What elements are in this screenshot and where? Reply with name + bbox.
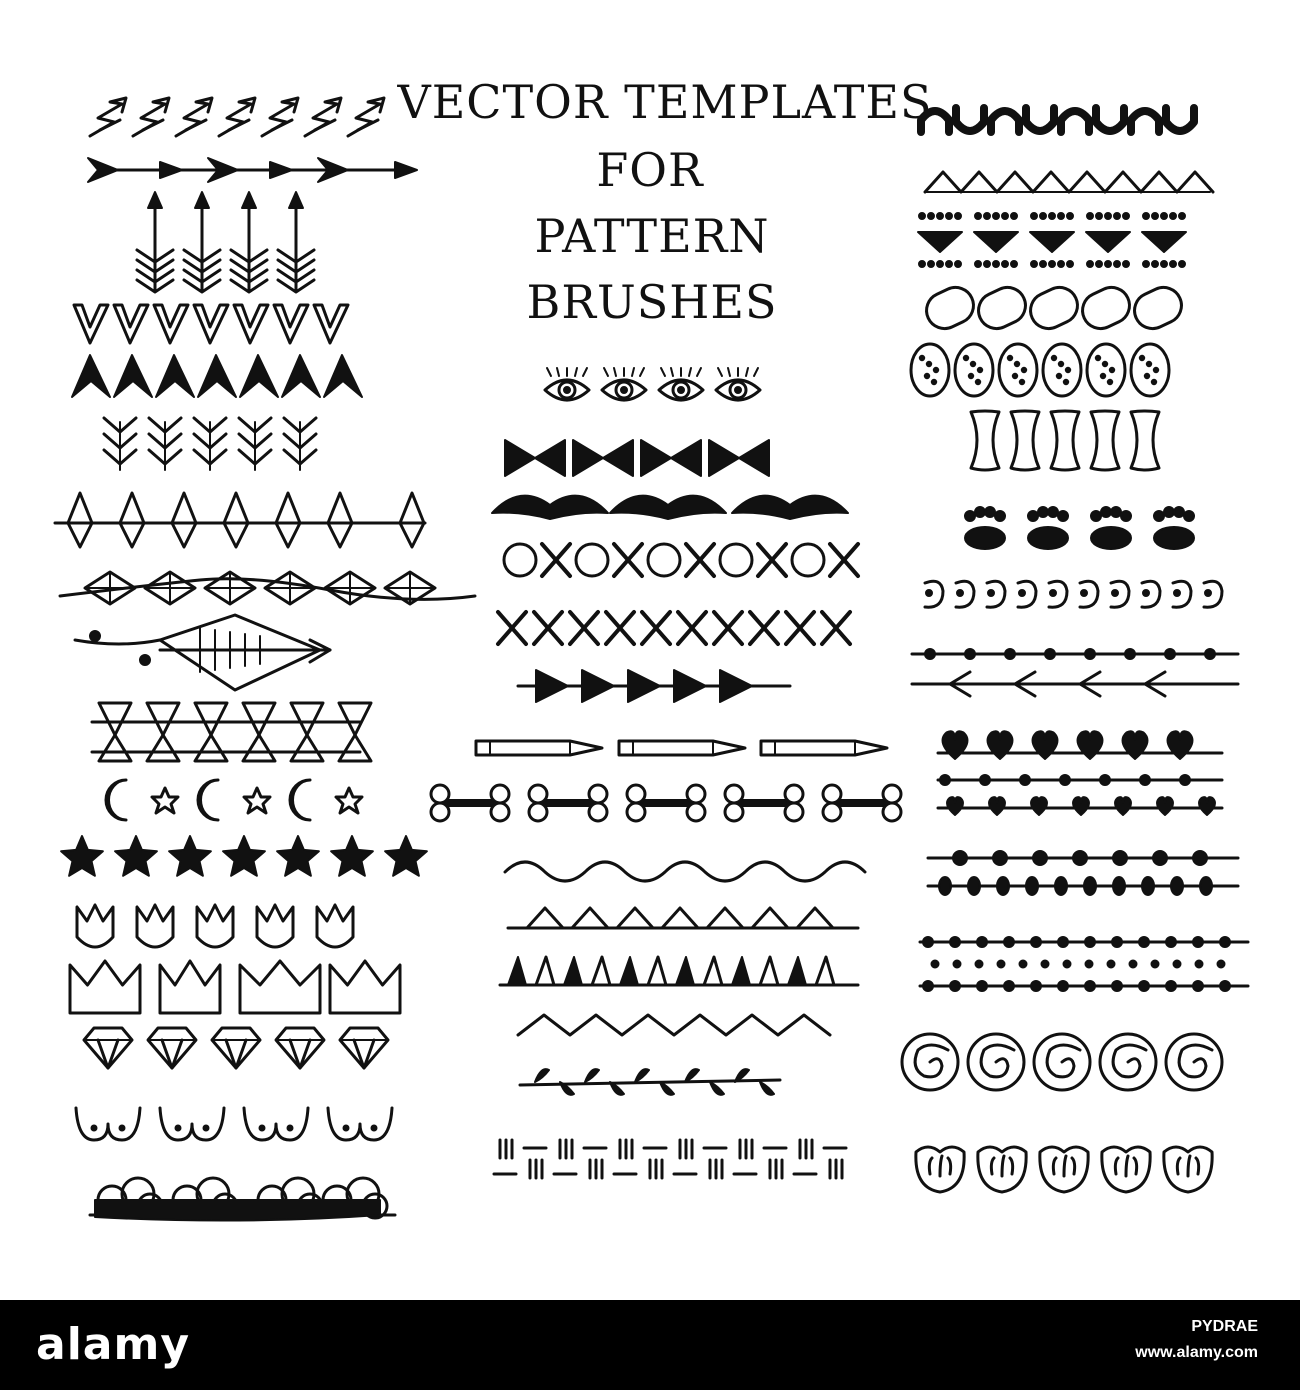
zigzag-row (925, 172, 1213, 192)
stock-id: PYDRAE (1191, 1318, 1258, 1335)
leafy-branch (520, 1069, 780, 1095)
dotted-triangles-row (918, 213, 1186, 267)
speckled-eggs-row (911, 344, 1169, 396)
feather-chevrons-row (104, 418, 316, 470)
pills-row (921, 282, 1188, 335)
eyes-row (545, 368, 760, 400)
zigzag-line (518, 1015, 830, 1035)
beads-on-lines-row (928, 851, 1238, 895)
bows-on-lines-row (92, 703, 371, 761)
gems-row (84, 1028, 388, 1068)
dots-on-line-row (912, 649, 1238, 659)
vertical-arrows-row (137, 192, 314, 292)
solid-stars-row (61, 836, 427, 876)
tulips-row (77, 905, 353, 947)
motif-rows (55, 98, 1248, 1221)
solid-chevrons-row (72, 355, 362, 397)
lightning-arrows-row (90, 98, 384, 136)
spiral-snails-row (902, 1034, 1222, 1090)
hearts-on-lines-row (938, 731, 1222, 815)
paw-prints-row (965, 507, 1194, 549)
petal-flowers-row (916, 1147, 1212, 1192)
hourglass-hearts-row (971, 411, 1159, 470)
sawtooth-row (500, 957, 858, 985)
title-line-3: PATTERN (534, 209, 770, 263)
triangle-hills-row (508, 908, 858, 928)
mustaches-row (492, 496, 848, 519)
tribal-arrow (75, 615, 330, 690)
pencils-row (476, 741, 887, 755)
site-url: www.alamy.com (1135, 1344, 1258, 1361)
moons-and-stars-row (106, 780, 362, 820)
outline-chevrons-row (74, 305, 348, 343)
oxo-row (504, 544, 858, 576)
bones-row (431, 785, 901, 821)
breasts-row (76, 1108, 392, 1140)
bow-ties-row (505, 440, 769, 476)
footer-bar (0, 1300, 1300, 1390)
crowns-row (70, 961, 400, 1013)
wave-line (505, 862, 865, 881)
arrowheads-on-line-row (912, 672, 1238, 696)
tally-marks-row (494, 1140, 846, 1178)
diamonds-on-line-row (55, 493, 425, 547)
triangle-arrows-row (518, 670, 790, 702)
title-line-1: VECTOR TEMPLATES (397, 75, 933, 129)
dotted-lines-row (920, 937, 1248, 991)
horizontal-arrows-row (88, 158, 417, 182)
title-line-4: BRUSHES (526, 275, 778, 329)
alamy-logo: alamy (36, 1319, 190, 1370)
kites-on-wavy-line-row (60, 572, 475, 604)
bubbles-on-ground-row (90, 1178, 395, 1221)
x-row (498, 612, 850, 644)
curls-row (925, 581, 1222, 607)
title-line-2: FOR (596, 143, 704, 197)
nu-arches-row (921, 108, 1194, 132)
